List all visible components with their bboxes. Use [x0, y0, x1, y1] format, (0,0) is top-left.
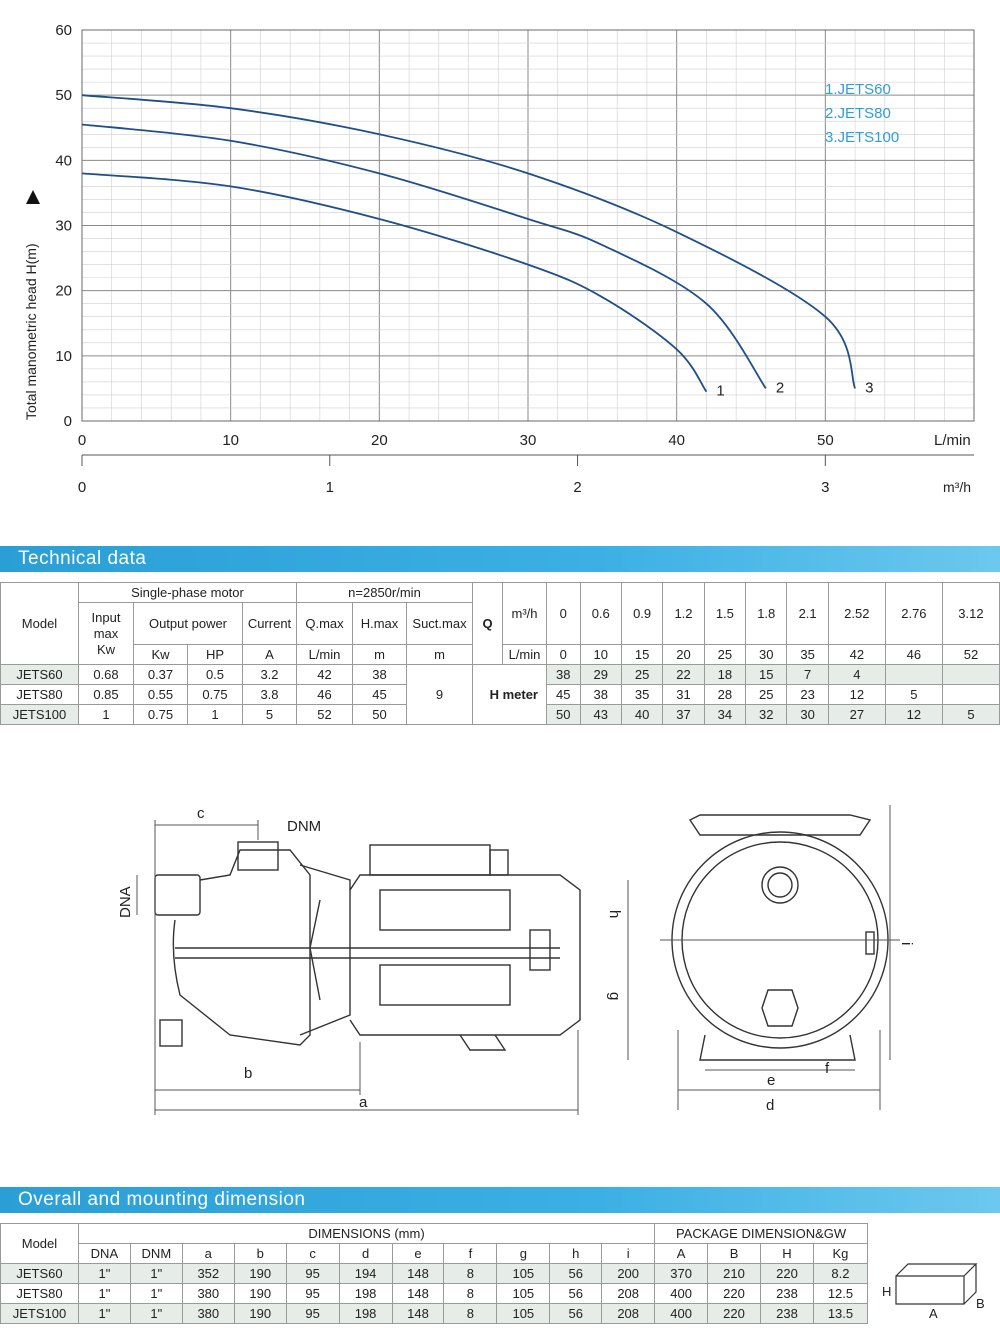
dim-label-a: a [359, 1094, 368, 1111]
pump-front-view [672, 815, 888, 1060]
pkg-value: 220 [761, 1264, 814, 1284]
tech-header-single-phase: Single-phase motor [79, 583, 297, 603]
row-hmax: 50 [353, 705, 407, 725]
q-m3h-7: 2.52 [828, 583, 885, 645]
dimension-lines-side [137, 820, 578, 1115]
dimension-title: Overall and mounting dimension [18, 1189, 306, 1210]
unit-m: m [353, 645, 407, 665]
legend-item-1: 1.JETS60 [825, 81, 891, 98]
x2-tick-label: 2 [573, 479, 582, 496]
input-line-2: max [93, 625, 119, 641]
head-value: 31 [663, 685, 704, 705]
dim-label-g: g [606, 992, 623, 1001]
box-icon [896, 1264, 976, 1304]
x-tick-label: 20 [370, 432, 388, 449]
dim-label-e: e [767, 1072, 776, 1089]
legend-item-2: 2.JETS80 [825, 105, 891, 122]
series-line-2 [82, 124, 766, 388]
unit-kw: Kw [134, 645, 188, 665]
dim-value: 105 [497, 1264, 550, 1284]
head-value: 7 [787, 665, 828, 685]
tech-header-model: Model [1, 583, 79, 665]
head-value: 5 [885, 685, 942, 705]
head-value: 27 [828, 705, 885, 725]
head-value: 23 [787, 685, 828, 705]
x-axis-label: L/min [934, 432, 971, 449]
row-qmax: 42 [297, 665, 353, 685]
dim-label-b: b [244, 1065, 253, 1082]
pkg-value: 220 [708, 1284, 761, 1304]
dimension-table [0, 1223, 868, 1324]
head-value [885, 665, 942, 685]
dim-value: 190 [234, 1264, 286, 1284]
dim-label-c: c [197, 805, 205, 822]
row-hmax: 45 [353, 685, 407, 705]
row-hp: 0.5 [188, 665, 243, 685]
dim-value: 190 [234, 1304, 286, 1324]
tech-header-current: Current [243, 603, 297, 645]
x-tick-labels [78, 432, 834, 449]
dim-col-a: a [182, 1244, 234, 1264]
dim-header-dimensions: DIMENSIONS (mm) [78, 1224, 654, 1244]
dim-value: 1" [130, 1264, 182, 1284]
y-tick-label: 60 [55, 22, 72, 39]
head-value [942, 665, 999, 685]
tech-header-input [79, 603, 134, 665]
row-model: JETS100 [1, 705, 79, 725]
pkg-value: 238 [761, 1284, 814, 1304]
dim-value: 190 [234, 1284, 286, 1304]
dim-value: 1" [78, 1304, 130, 1324]
dim-value: 198 [339, 1304, 392, 1324]
row-qmax: 46 [297, 685, 353, 705]
x-tick-label: 30 [519, 432, 537, 449]
tech-header-hmax: H.max [353, 603, 407, 645]
head-value: 43 [580, 705, 621, 725]
q-m3h-1: 0.6 [580, 583, 621, 645]
dim-value: 1" [130, 1304, 182, 1324]
row-input: 1 [79, 705, 134, 725]
x2-tick-label: 3 [821, 479, 830, 496]
head-value: 28 [704, 685, 745, 705]
row-model: JETS80 [1, 685, 79, 705]
head-value: 18 [704, 665, 745, 685]
y-tick-label: 40 [55, 152, 72, 170]
head-value: 29 [580, 665, 621, 685]
legend-item-3: 3.JETS100 [825, 129, 900, 146]
dim-value: 8 [444, 1264, 497, 1284]
dim-col-dnm: DNM [130, 1244, 182, 1264]
table-row [1, 1264, 868, 1284]
row-kw: 0.75 [134, 705, 188, 725]
input-line-3: Kw [96, 641, 116, 657]
q-lmin-8: 46 [885, 645, 942, 665]
y-tick-label: 30 [55, 217, 72, 235]
dim-col-f: f [444, 1244, 497, 1264]
dim-col-b: b [234, 1244, 286, 1264]
q-m3h-4: 1.5 [704, 583, 745, 645]
dim-value: 1" [78, 1284, 130, 1304]
head-value: 5 [942, 705, 999, 725]
q-m3h-5: 1.8 [746, 583, 787, 645]
tech-header-m3h: m³/h [503, 583, 547, 645]
tech-header-lmin: L/min [503, 645, 547, 665]
h-meter-label: H meter [473, 665, 547, 725]
dim-col-i: i [602, 1244, 655, 1264]
head-value: 45 [547, 685, 581, 705]
dim-value: 148 [392, 1304, 444, 1324]
performance-chart [0, 0, 1000, 510]
q-lmin-1: 10 [580, 645, 621, 665]
dim-label-dna: DNA [117, 886, 134, 918]
q-m3h-2: 0.9 [621, 583, 662, 645]
box-label-a: A [929, 1306, 938, 1321]
pump-technical-drawing [0, 780, 1000, 1140]
table-row [1, 665, 1000, 685]
row-qmax: 52 [297, 705, 353, 725]
unit-hp: HP [188, 645, 243, 665]
q-lmin-3: 20 [663, 645, 704, 665]
dim-value: 194 [339, 1264, 392, 1284]
dim-row-model: JETS100 [1, 1304, 79, 1324]
q-lmin-4: 25 [704, 645, 745, 665]
y-tick-label: 0 [63, 413, 72, 430]
dim-value: 148 [392, 1264, 444, 1284]
pkg-col-h: H [761, 1244, 814, 1264]
technical-data-title: Technical data [18, 548, 147, 569]
pkg-value: 400 [655, 1304, 708, 1324]
q-lmin-2: 15 [621, 645, 662, 665]
series-end-label-2: 2 [775, 379, 785, 397]
dim-label-h: h [606, 910, 623, 919]
tech-header-suct: Suct.max [407, 603, 473, 645]
head-value: 40 [621, 705, 662, 725]
q-m3h-3: 1.2 [663, 583, 704, 645]
input-line-1: Input [91, 609, 121, 625]
dimension-banner [0, 1187, 1000, 1213]
dim-header-package: PACKAGE DIMENSION&GW [655, 1224, 868, 1244]
suct-value: 9 [407, 665, 473, 725]
row-current: 3.2 [243, 665, 297, 685]
dim-value: 95 [286, 1264, 339, 1284]
row-model: JETS60 [1, 665, 79, 685]
y-tick-labels [55, 22, 72, 430]
dimension-lines-front [628, 805, 900, 1110]
x2-axis-label: m³/h [943, 479, 971, 495]
dim-value: 95 [286, 1284, 339, 1304]
row-hp: 0.75 [188, 685, 243, 705]
head-value: 25 [621, 665, 662, 685]
technical-data-banner [0, 546, 1000, 572]
row-current: 3.8 [243, 685, 297, 705]
dim-label-dnm: DNM [287, 818, 322, 835]
table-row [1, 1304, 868, 1324]
dim-value: 148 [392, 1284, 444, 1304]
head-value: 35 [621, 685, 662, 705]
dim-value: 56 [550, 1264, 602, 1284]
dim-col-g: g [497, 1244, 550, 1264]
row-hp: 1 [188, 705, 243, 725]
pkg-col-a: A [655, 1244, 708, 1264]
pkg-value: 8.2 [813, 1264, 867, 1284]
dim-value: 200 [602, 1264, 655, 1284]
row-hmax: 38 [353, 665, 407, 685]
q-m3h-6: 2.1 [787, 583, 828, 645]
x-tick-label: 40 [668, 432, 686, 449]
x2-tick-label: 0 [77, 479, 87, 496]
q-m3h-8: 2.76 [885, 583, 942, 645]
tech-header-qmax: Q.max [297, 603, 353, 645]
head-value: 32 [746, 705, 787, 725]
y-tick-label: 50 [55, 87, 72, 105]
dim-col-d: d [339, 1244, 392, 1264]
series-line-1 [82, 173, 706, 391]
dim-value: 352 [182, 1264, 234, 1284]
x2-tick-labels [78, 455, 974, 496]
x-tick-label: 50 [816, 432, 834, 449]
head-value: 12 [828, 685, 885, 705]
dim-value: 1" [78, 1264, 130, 1284]
series-end-label-3: 3 [865, 379, 874, 397]
dim-value: 8 [444, 1304, 497, 1324]
dim-value: 105 [497, 1304, 550, 1324]
dim-value: 380 [182, 1284, 234, 1304]
head-value: 37 [663, 705, 704, 725]
row-input: 0.68 [79, 665, 134, 685]
dim-col-h: h [550, 1244, 602, 1264]
box-label-h: H [882, 1284, 892, 1299]
dim-value: 380 [182, 1304, 234, 1324]
pkg-col-kg: Kg [813, 1244, 867, 1264]
box-label-b: B [976, 1296, 985, 1311]
q-lmin-9: 52 [942, 645, 999, 665]
dim-value: 56 [550, 1304, 602, 1324]
dim-value: 95 [286, 1304, 339, 1324]
head-value: 12 [885, 705, 942, 725]
unit-a: A [243, 645, 297, 665]
pkg-value: 370 [655, 1264, 708, 1284]
y-axis-label: Total manometric head H(m) [23, 243, 39, 420]
tech-header-q: Q [473, 583, 503, 665]
head-value: 4 [828, 665, 885, 685]
dim-col-c: c [286, 1244, 339, 1264]
q-m3h-9: 3.12 [942, 583, 999, 645]
tech-header-output: Output power [134, 603, 243, 645]
q-m3h-0: 0 [547, 583, 581, 645]
technical-data-table [0, 582, 1000, 725]
dim-row-model: JETS80 [1, 1284, 79, 1304]
dim-label-i: i [898, 942, 915, 946]
head-value: 30 [787, 705, 828, 725]
dim-value: 208 [602, 1284, 655, 1304]
tech-header-speed: n=2850r/min [297, 583, 473, 603]
x2-tick-label: 1 [325, 479, 334, 496]
q-lmin-7: 42 [828, 645, 885, 665]
dim-value: 105 [497, 1284, 550, 1304]
pkg-value: 220 [708, 1304, 761, 1324]
dim-label-f: f [825, 1060, 830, 1077]
row-input: 0.85 [79, 685, 134, 705]
y-tick-label: 10 [55, 347, 72, 365]
dim-row-model: JETS60 [1, 1264, 79, 1284]
q-lmin-0: 0 [547, 645, 581, 665]
q-lmin-6: 35 [787, 645, 828, 665]
dim-col-dna: DNA [78, 1244, 130, 1264]
q-lmin-5: 30 [746, 645, 787, 665]
dim-header-model: Model [1, 1224, 79, 1264]
dim-col-e: e [392, 1244, 444, 1264]
head-value: 15 [746, 665, 787, 685]
y-axis-arrow-icon [26, 190, 40, 204]
series-end-label-1: 1 [716, 382, 725, 400]
pump-side-view [155, 842, 580, 1050]
unit-m-suct: m [407, 645, 473, 665]
row-kw: 0.37 [134, 665, 188, 685]
dim-value: 208 [602, 1304, 655, 1324]
dim-label-d: d [766, 1097, 775, 1114]
x-tick-label: 10 [222, 432, 240, 449]
x-tick-label: 0 [77, 432, 87, 449]
dim-value: 1" [130, 1284, 182, 1304]
y-tick-label: 20 [55, 282, 72, 300]
pkg-value: 400 [655, 1284, 708, 1304]
head-value: 38 [547, 665, 581, 685]
row-current: 5 [243, 705, 297, 725]
pkg-value: 13.5 [813, 1304, 867, 1324]
head-value [942, 685, 999, 705]
dim-value: 198 [339, 1284, 392, 1304]
pkg-value: 12.5 [813, 1284, 867, 1304]
table-row [1, 1284, 868, 1304]
head-value: 50 [547, 705, 581, 725]
head-value: 22 [663, 665, 704, 685]
dim-value: 8 [444, 1284, 497, 1304]
row-kw: 0.55 [134, 685, 188, 705]
head-value: 38 [580, 685, 621, 705]
unit-lmin: L/min [297, 645, 353, 665]
package-box-diagram [872, 1258, 992, 1328]
head-value: 25 [746, 685, 787, 705]
pkg-col-b: B [708, 1244, 761, 1264]
head-value: 34 [704, 705, 745, 725]
dim-value: 56 [550, 1284, 602, 1304]
pkg-value: 238 [761, 1304, 814, 1324]
pkg-value: 210 [708, 1264, 761, 1284]
